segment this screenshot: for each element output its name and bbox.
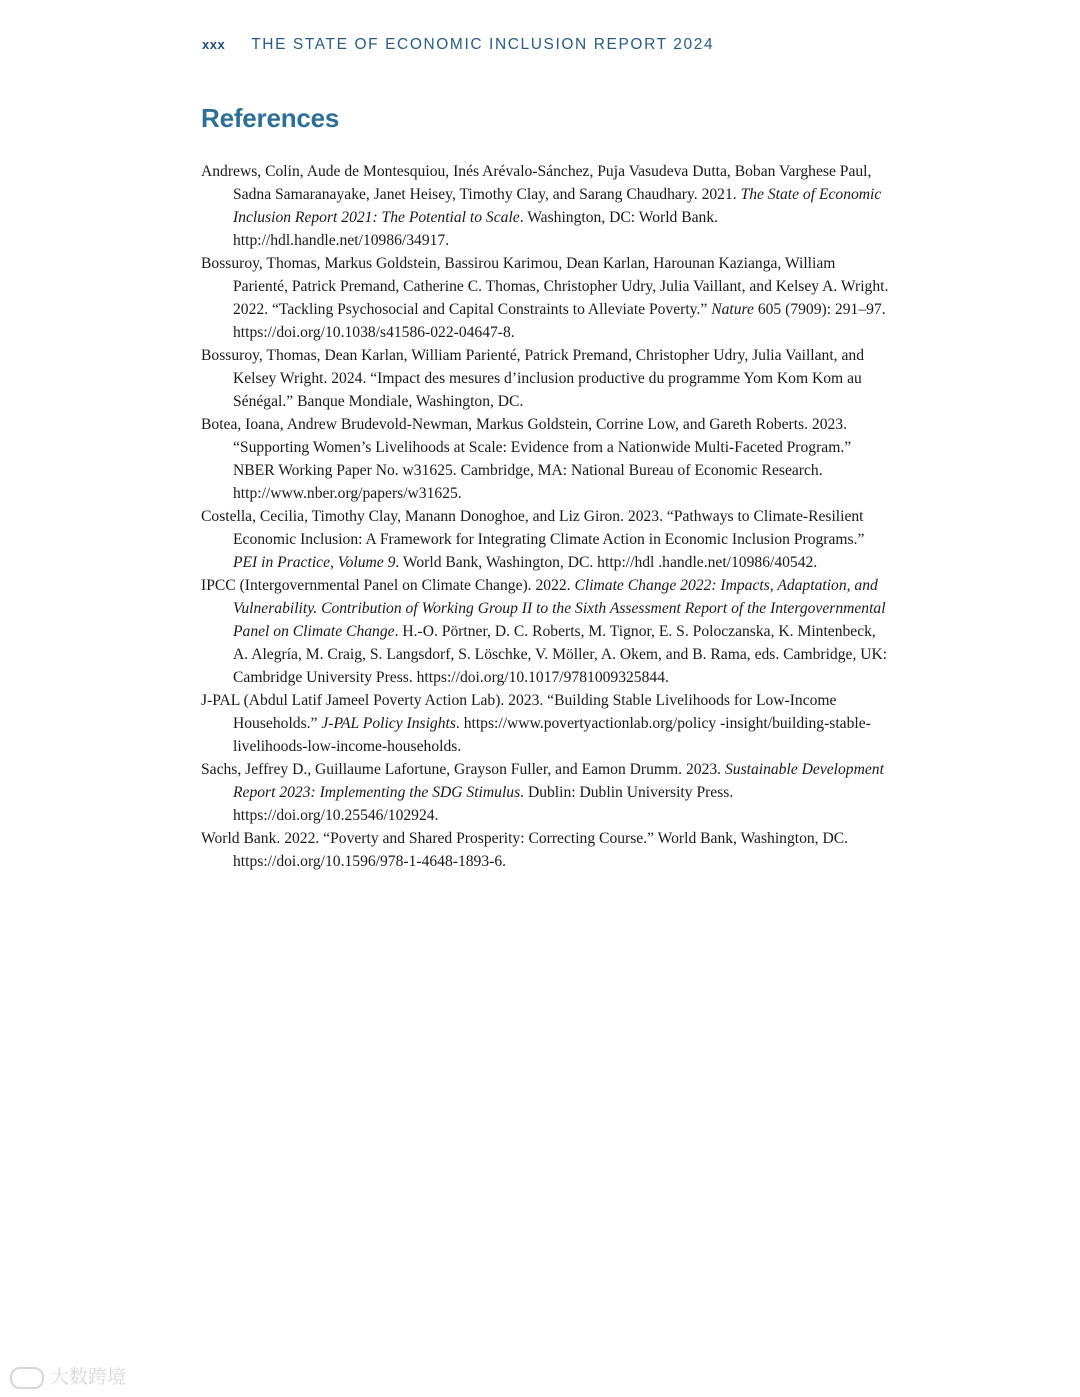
reference-italic-title: Nature [711, 301, 754, 318]
reference-italic-title: Sustainable Development Report 2023: Implementing the SDG Stimulus [233, 761, 884, 801]
reference-item [201, 344, 891, 413]
reference-text-end: . Washington, DC: World Bank. http://hdl.handle.net/10986/34917. [233, 209, 719, 249]
reference-text-end: . H.-O. Pörtner, D. C. Roberts, M. Tignor, E. S. Poloczanska, K. Mintenbeck, A. Alegría, M. Craig, S. Langsdorf, S. Löschke, V. Möller, A. Okem, and B. Rama, eds. Cambridge, UK: Cambridge University Press. https://doi.org/10.1017/9781009325844. [233, 623, 888, 686]
reference-text-end: . Dublin: Dublin University Press. https://doi.org/10.25546/102924. [233, 784, 734, 824]
reference-item [201, 505, 891, 574]
reference-text: IPCC (Intergovernmental Panel on Climate Change). 2022. [201, 577, 575, 594]
reference-italic-title: J-PAL Policy Insights [321, 715, 456, 732]
reference-item [201, 160, 891, 252]
page-number: xxx [202, 37, 226, 52]
reference-item [201, 413, 891, 505]
reference-item [201, 758, 891, 827]
reference-text: Andrews, Colin, Aude de Montesquiou, Inés Arévalo-Sánchez, Puja Vasudeva Dutta, Boban Varghese Paul, Sadna Samaranayake, Janet Heisey, Timothy Clay, and Sarang Chaudhary. 2021. [201, 163, 872, 203]
section-title: References [201, 103, 340, 133]
reference-item [201, 252, 891, 344]
watermark [10, 1362, 126, 1389]
reference-text: Costella, Cecilia, Timothy Clay, Manann Donoghoe, and Liz Giron. 2023. “Pathways to Climate-Resilient Economic Inclusion: A Framework for Integrating Climate Action in Economic Inclusion Programs.” [201, 508, 865, 548]
watermark-logo-icon [10, 1367, 44, 1389]
reference-item [201, 827, 891, 873]
reference-text-end: . https://www.povertyactionlab.org/policy -insight/building-stable-livelihoods-low-income-households. [233, 715, 871, 755]
reference-item [201, 689, 891, 758]
reference-text: J-PAL (Abdul Latif Jameel Poverty Action Lab). 2023. “Building Stable Livelihoods for Low-Income Households.” [201, 692, 837, 732]
running-header [202, 36, 714, 54]
reference-text: Bossuroy, Thomas, Markus Goldstein, Bassirou Karimou, Dean Karlan, Harounan Kazianga, William Parienté, Patrick Premand, Catherine C. Thomas, Christopher Udry, Julia Vaillant, and Kelsey A. Wright. 2022. “Tackling Psychosocial and Capital Constraints to Alleviate Poverty.” [201, 255, 889, 318]
watermark-text: 大数跨境 [50, 1366, 127, 1388]
reference-italic-title: PEI in Practice, Volume 9 [233, 554, 396, 571]
reference-list [201, 160, 891, 873]
reference-item [201, 574, 891, 689]
reference-text-end: 605 (7909): 291–97. https://doi.org/10.1038/s41586-022-04647-8. [233, 301, 886, 341]
reference-italic-title: The State of Economic Inclusion Report 2021: The Potential to Scale [233, 186, 882, 226]
reference-text-end: . World Bank, Washington, DC. http://hdl .handle.net/10986/40542. [395, 554, 818, 571]
reference-italic-title: Climate Change 2022: Impacts, Adaptation, and Vulnerability. Contribution of Working Group II to the Sixth Assessment Report of the Intergovernmental Panel on Climate Change [233, 577, 886, 640]
reference-text: Bossuroy, Thomas, Dean Karlan, William Parienté, Patrick Premand, Christopher Udry, Julia Vaillant, and Kelsey Wright. 2024. “Impact des mesures d’inclusion productive du programme Yom Kom Kom au Sénégal.” Banque Mondiale, Washington, DC. [201, 347, 864, 410]
reference-text: Sachs, Jeffrey D., Guillaume Lafortune, Grayson Fuller, and Eamon Drumm. 2023. [201, 761, 725, 778]
report-title: THE STATE OF ECONOMIC INCLUSION REPORT 2024 [251, 36, 715, 53]
reference-text: Botea, Ioana, Andrew Brudevold-Newman, Markus Goldstein, Corrine Low, and Gareth Roberts. 2023. “Supporting Women’s Livelihoods at Scale: Evidence from a Nationwide Multi-Faceted Program.” NBER Working Paper No. w31625. Cambridge, MA: National Bureau of Economic Research. http://www.nber.org/papers/w31625. [201, 416, 852, 502]
reference-text: World Bank. 2022. “Poverty and Shared Prosperity: Correcting Course.” World Bank, Washington, DC. https://doi.org/10.1596/978-1-4648-1893-6. [201, 830, 849, 870]
